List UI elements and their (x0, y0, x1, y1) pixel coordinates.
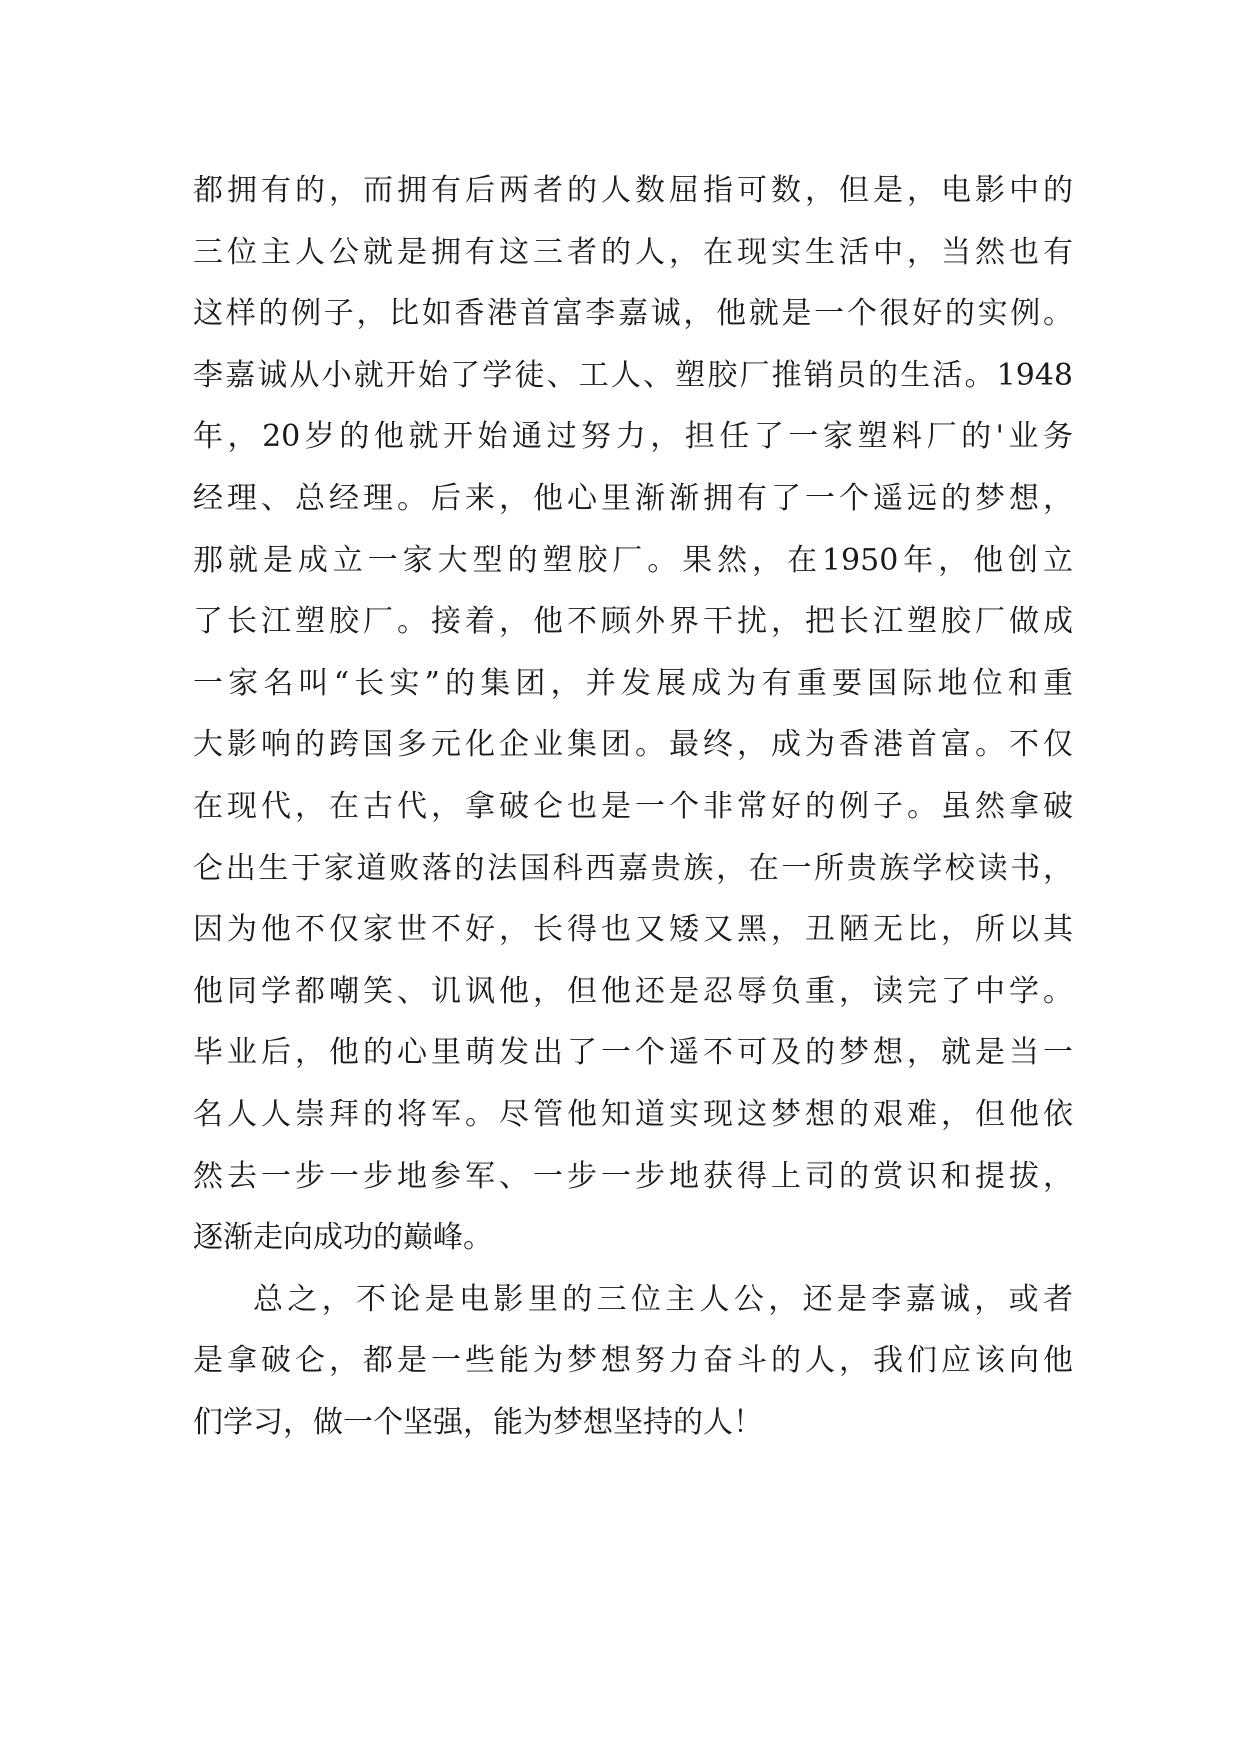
text-line: 了长江塑胶厂。接着，他不顾外界干扰，把长江塑胶厂做成 (193, 604, 1073, 640)
text-line: 然去一步一步地参军、一步一步地获得上司的赏识和提拔， (193, 1158, 1073, 1194)
text-line: 他同学都嘲笑、讥讽他，但他还是忍辱负重，读完了中学。 (193, 973, 1073, 1009)
text-line: 那就是成立一家大型的塑胶厂。果然，在1950年，他创立 (193, 542, 1073, 578)
text-line: 是拿破仑，都是一些能为梦想努力奋斗的人，我们应该向他 (193, 1343, 1073, 1379)
text-line: 总之，不论是电影里的三位主人公，还是李嘉诚，或者 (253, 1281, 1073, 1317)
text-line: 毕业后，他的心里萌发出了一个遥不可及的梦想，就是当一 (193, 1035, 1073, 1071)
text-line: 一家名叫“长实”的集团，并发展成为有重要国际地位和重 (193, 665, 1073, 701)
text-line: 们学习，做一个坚强，能为梦想坚持的人！ (193, 1404, 763, 1440)
paragraph-2 (193, 1269, 1073, 1454)
text-line: 仑出生于家道败落的法国科西嘉贵族，在一所贵族学校读书， (193, 850, 1073, 886)
text-line: 经理、总经理。后来，他心里渐渐拥有了一个遥远的梦想， (193, 480, 1073, 516)
text-line: 在现代，在古代，拿破仑也是一个非常好的例子。虽然拿破 (193, 788, 1073, 824)
text-line: 这样的例子，比如香港首富李嘉诚，他就是一个很好的实例。 (193, 296, 1073, 332)
text-line: 年，20岁的他就开始通过努力，担任了一家塑料厂的'业务 (193, 419, 1073, 455)
paragraph-1 (193, 160, 1073, 1269)
text-line: 因为他不仅家世不好，长得也又矮又黑，丑陋无比，所以其 (193, 912, 1073, 948)
text-line: 李嘉诚从小就开始了学徒、工人、塑胶厂推销员的生活。1948 (193, 357, 1073, 393)
text-line: 三位主人公就是拥有这三者的人，在现实生活中，当然也有 (193, 234, 1073, 270)
text-line: 名人人崇拜的将军。尽管他知道实现这梦想的艰难，但他依 (193, 1096, 1073, 1132)
text-line: 逐渐走向成功的巅峰。 (193, 1220, 493, 1256)
text-line: 大影响的跨国多元化企业集团。最终，成为香港首富。不仅 (193, 727, 1073, 763)
body-text (193, 160, 1073, 1453)
text-line: 都拥有的，而拥有后两者的人数屈指可数，但是，电影中的 (193, 173, 1073, 208)
